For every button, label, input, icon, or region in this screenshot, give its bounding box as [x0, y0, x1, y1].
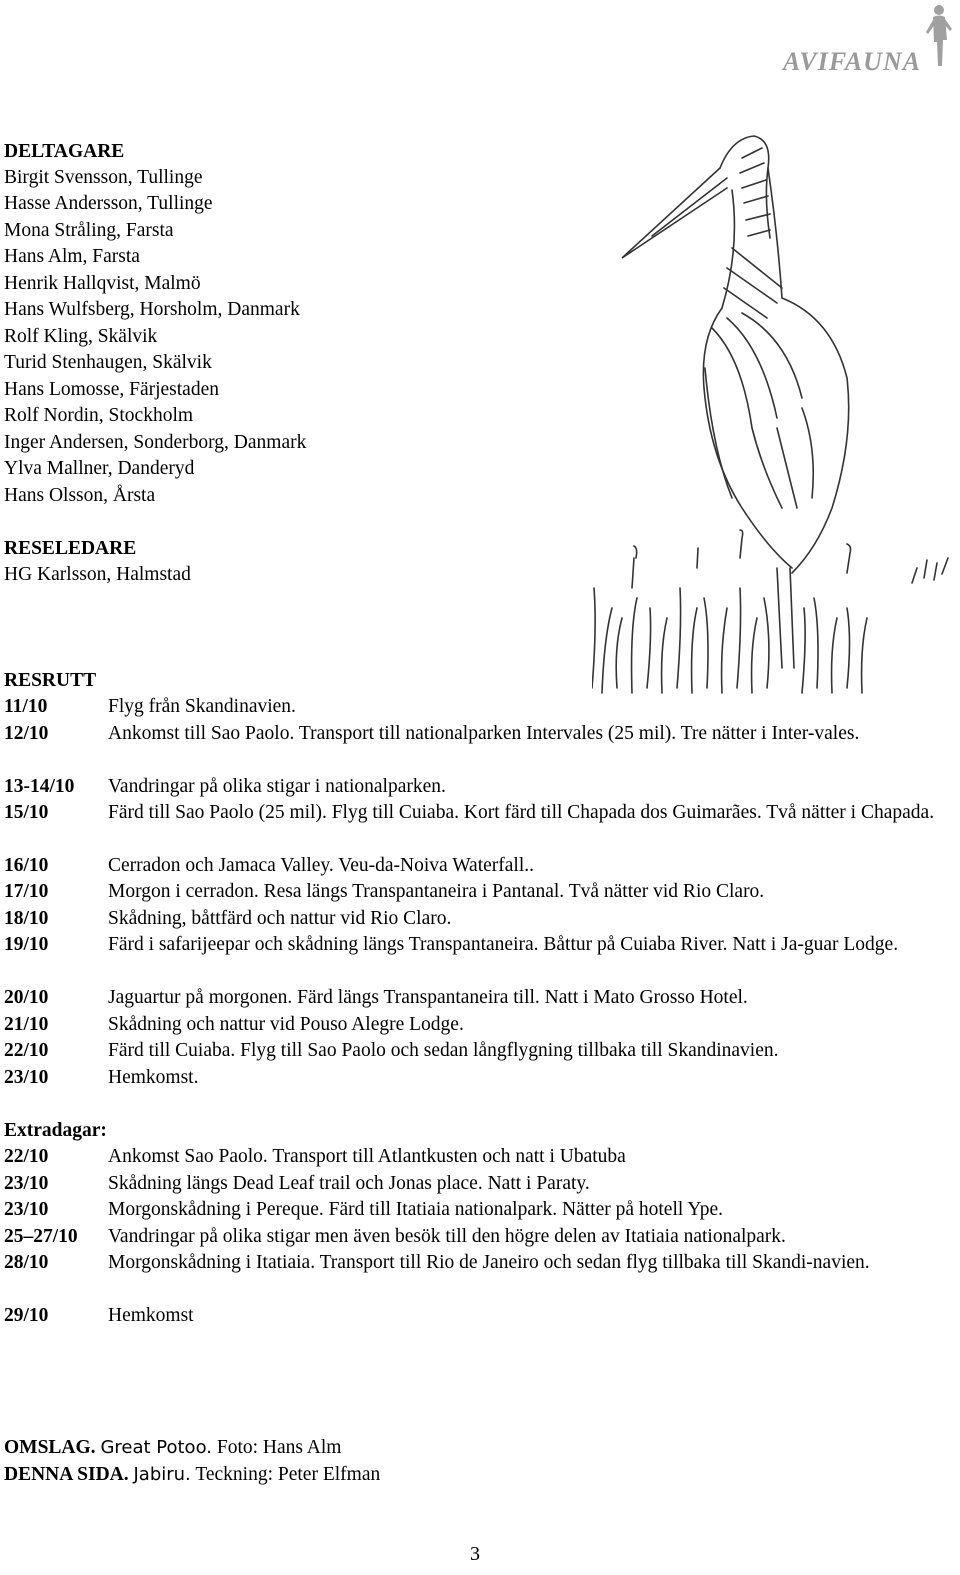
- route-text: Hemkomst.: [108, 1067, 199, 1088]
- route-text: Färd till Sao Paolo (25 mil). Flyg till Cuiaba. Kort färd till Chapada dos Guimarães. Två nätter i Chapada.: [108, 802, 935, 823]
- extra-date: 22/10: [4, 1146, 49, 1167]
- extra-text: Skådning längs Dead Leaf trail och Jonas place. Natt i Paraty.: [108, 1173, 590, 1194]
- page-credit: [4, 1462, 380, 1488]
- participants-heading: DELTAGARE: [4, 141, 125, 162]
- route-date: 21/10: [4, 1014, 49, 1035]
- route-text: Cerradon och Jamaca Valley. Veu-da-Noiva Waterfall..: [108, 855, 535, 876]
- participant-name: Rolf Kling, Skälvik: [4, 326, 158, 347]
- route-text: Skådning och nattur vid Pouso Alegre Lodge.: [108, 1014, 464, 1035]
- page-subject: Jabiru.: [133, 1464, 191, 1485]
- extra-date: 25–27/10: [4, 1226, 78, 1247]
- route-text: Flyg från Skandinavien.: [108, 696, 296, 717]
- route-date: 23/10: [4, 1067, 49, 1088]
- extra-text: Morgonskådning i Itatiaia. Transport till Rio de Janeiro och sedan flyg tillbaka till Skandi-navien.: [108, 1252, 870, 1273]
- participant-name: Birgit Svensson, Tullinge: [4, 167, 203, 188]
- route-date: 22/10: [4, 1040, 49, 1061]
- participant-name: Hans Alm, Farsta: [4, 246, 140, 267]
- extra-text: Vandringar på olika stigar men även besök till den högre delen av Itatiaia nationalpark.: [108, 1226, 786, 1247]
- extra-text: Hemkomst: [108, 1305, 194, 1326]
- page-label: DENNA SIDA.: [4, 1464, 129, 1485]
- extra-text: Morgonskådning i Pereque. Färd till Itatiaia nationalpark. Nätter på hotell Ype.: [108, 1199, 724, 1220]
- participant-name: Hans Wulfsberg, Horsholm, Danmark: [4, 299, 300, 320]
- route-text: Ankomst till Sao Paolo. Transport till nationalparken Intervales (25 mil). Tre nätter i Inter-vales.: [108, 723, 860, 744]
- route-date: 13-14/10: [4, 776, 75, 797]
- participant-name: Hans Lomosse, Färjestaden: [4, 379, 219, 400]
- hiker-logo-icon: [922, 2, 956, 75]
- route-text: Morgon i cerradon. Resa längs Transpantaneira i Pantanal. Två nätter vid Rio Claro.: [108, 881, 765, 902]
- participant-name: Hasse Andersson, Tullinge: [4, 193, 213, 214]
- route-heading: RESRUTT: [4, 670, 97, 691]
- route-date: 18/10: [4, 908, 49, 929]
- avifauna-logo-text: AVIFAUNA: [783, 47, 922, 76]
- route-date: 11/10: [4, 696, 48, 717]
- route-text: Färd till Cuiaba. Flyg till Sao Paolo och sedan långflygning tillbaka till Skandinavien.: [108, 1040, 779, 1061]
- participant-name: Rolf Nordin, Stockholm: [4, 405, 194, 426]
- route-date: 15/10: [4, 802, 49, 823]
- leader-name: HG Karlsson, Halmstad: [4, 564, 191, 585]
- route-date: 19/10: [4, 934, 49, 955]
- participant-name: Turid Stenhaugen, Skälvik: [4, 352, 212, 373]
- cover-photographer: Foto: Hans Alm: [216, 1437, 342, 1458]
- participant-name: Inger Andersen, Sonderborg, Danmark: [4, 432, 307, 453]
- route-text: Skådning, båttfärd och nattur vid Rio Claro.: [108, 908, 452, 929]
- extra-text: Ankomst Sao Paolo. Transport till Atlantkusten och natt i Ubatuba: [108, 1146, 626, 1167]
- leader-heading: RESELEDARE: [4, 538, 137, 559]
- participant-name: Ylva Mallner, Danderyd: [4, 458, 195, 479]
- route-text: Jaguartur på morgonen. Färd längs Transpantaneira till. Natt i Mato Grosso Hotel.: [108, 987, 748, 1008]
- route-date: 17/10: [4, 881, 49, 902]
- jabiru-drawing: [592, 128, 952, 708]
- extra-date: 29/10: [4, 1305, 49, 1326]
- route-date: 12/10: [4, 723, 49, 744]
- cover-label: OMSLAG.: [4, 1437, 96, 1458]
- page-number: 3: [470, 1543, 480, 1565]
- extra-date: 28/10: [4, 1252, 49, 1273]
- cover-subject: Great Potoo.: [100, 1437, 212, 1458]
- participant-name: Mona Stråling, Farsta: [4, 220, 174, 241]
- route-text: Vandringar på olika stigar i nationalparken.: [108, 776, 446, 797]
- route-date: 20/10: [4, 987, 49, 1008]
- extra-heading: Extradagar:: [4, 1120, 107, 1141]
- route-date: 16/10: [4, 855, 49, 876]
- page-illustrator: Teckning: Peter Elfman: [195, 1464, 381, 1485]
- route-text: Färd i safarijeepar och skådning längs Transpantaneira. Båttur på Cuiaba River. Natt i Ja-guar Lodge.: [108, 934, 899, 955]
- cover-credit: [4, 1435, 341, 1461]
- extra-date: 23/10: [4, 1173, 49, 1194]
- participant-name: Hans Olsson, Årsta: [4, 485, 156, 506]
- participant-name: Henrik Hallqvist, Malmö: [4, 273, 201, 294]
- extra-date: 23/10: [4, 1199, 49, 1220]
